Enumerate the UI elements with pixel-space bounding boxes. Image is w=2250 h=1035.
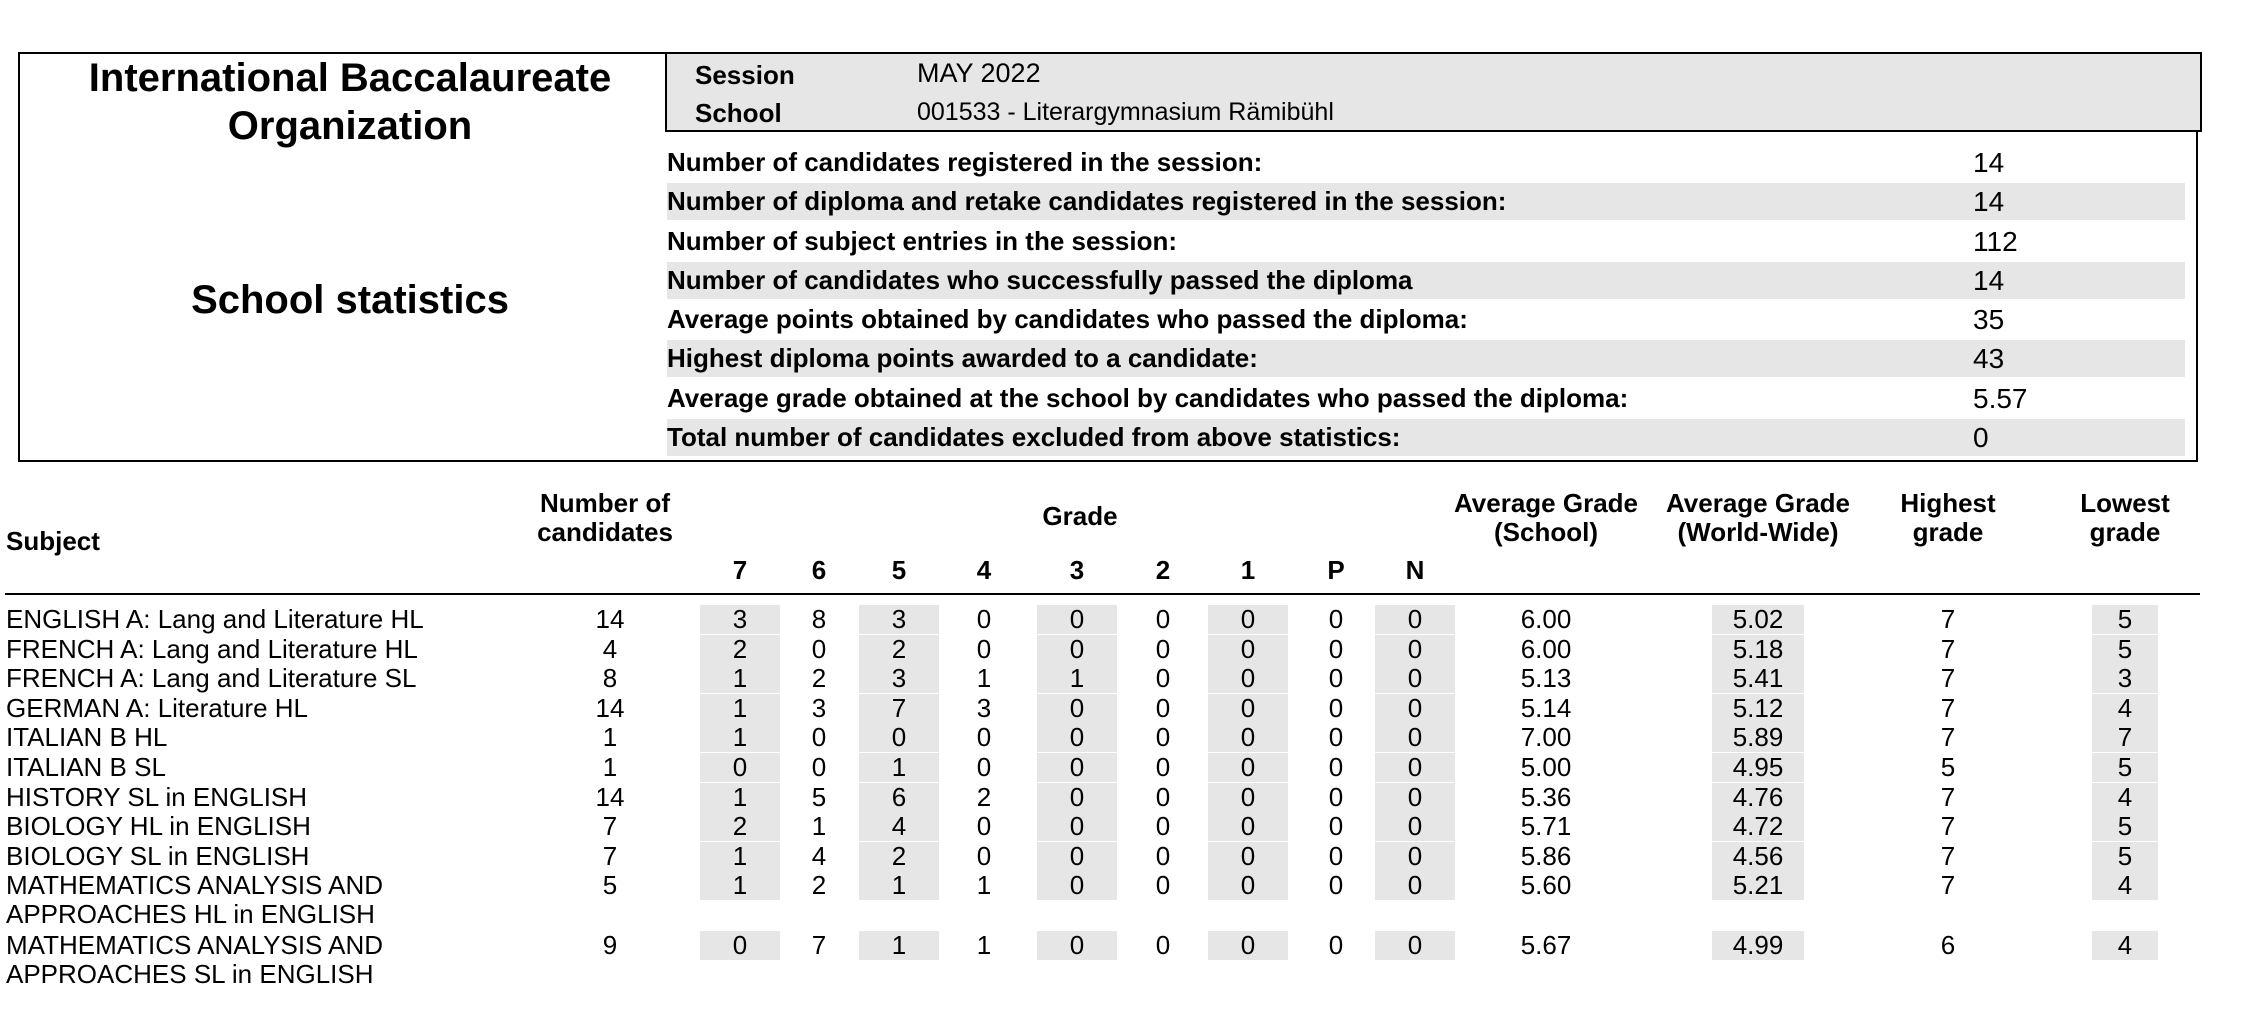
grade-count-2: 0: [1155, 692, 1171, 723]
grade-count-4: 1: [976, 929, 992, 960]
grade-count-n: 0: [1375, 723, 1455, 752]
subject-header: Subject: [6, 526, 100, 556]
table-row: [0, 605, 2250, 635]
grade-count-1: 0: [1208, 931, 1288, 960]
stat-label: Number of subject entries in the session:: [667, 225, 1177, 256]
grade-count-1: 0: [1208, 812, 1288, 841]
avg-grade-world: 5.41: [1712, 664, 1804, 693]
school-value: 001533 - Literargymnasium Rämibühl: [917, 98, 1334, 126]
table-row: [0, 664, 2250, 694]
avg-grade-world: 4.99: [1712, 931, 1804, 960]
avg-school-header-line1: Average Grade: [1453, 488, 1639, 518]
lowest-grade-header: [2045, 489, 2205, 547]
stat-label: Number of diploma and retake candidates registered in the session:: [667, 183, 1967, 220]
lowest-grade: 5: [2092, 842, 2158, 871]
stat-label: Average points obtained by candidates who passed the diploma:: [667, 304, 1468, 335]
grade-count-n: 0: [1375, 664, 1455, 693]
candidate-count: 8: [602, 663, 618, 694]
stat-label: Number of candidates who successfully passed the diploma: [667, 262, 1967, 299]
avg-world-header: [1658, 489, 1858, 547]
candidate-count: 7: [602, 811, 618, 842]
grade-count-5: 3: [859, 605, 939, 634]
subject-name: [6, 605, 424, 634]
grade-count-6: 3: [811, 692, 827, 723]
grade-count-7: 1: [700, 842, 780, 871]
grade-count-n: 0: [1375, 812, 1455, 841]
grade-count-6: 4: [811, 840, 827, 871]
grade-count-3: 0: [1037, 812, 1117, 841]
grade-count-6: 8: [811, 604, 827, 634]
grade-count-7: 2: [700, 635, 780, 664]
subject-name: [6, 664, 416, 693]
avg-grade-school: 5.67: [1520, 929, 1572, 960]
grade-count-n: 0: [1375, 783, 1455, 812]
grade-count-3: 0: [1037, 871, 1117, 900]
stat-label: Highest diploma points awarded to a candidate:: [667, 340, 1967, 377]
stat-label: Average grade obtained at the school by candidates who passed the diploma:: [667, 382, 1629, 413]
highest-grade: 5: [1940, 752, 1956, 782]
stat-value: 35: [1973, 304, 2005, 336]
session-label: Session: [695, 60, 795, 90]
avg-grade-world: 5.89: [1712, 723, 1804, 752]
candidate-count: 1: [602, 752, 618, 782]
lowest-grade: 4: [2092, 783, 2158, 812]
grade-count-5: 1: [859, 871, 939, 900]
grade-count-4: 0: [976, 811, 992, 842]
table-row: [0, 929, 2250, 989]
grade-header: Grade: [1042, 501, 1118, 531]
subject-name-line: APPROACHES SL in ENGLISH: [6, 958, 374, 989]
grade-count-p: 0: [1328, 722, 1344, 753]
grade-count-1: 0: [1208, 635, 1288, 664]
grade-column-header-2: 2: [1155, 555, 1171, 585]
grade-count-2: 0: [1155, 811, 1171, 842]
avg-grade-school: 5.71: [1520, 811, 1572, 842]
subject-name-line: FRENCH A: Lang and Literature HL: [6, 633, 418, 664]
avg-grade-world: 5.02: [1712, 605, 1804, 634]
table-row: [0, 870, 2250, 930]
subject-name-line: BIOLOGY SL in ENGLISH: [6, 840, 310, 871]
grade-count-2: 0: [1155, 840, 1171, 871]
stat-label: Total number of candidates excluded from above statistics:: [667, 419, 1967, 456]
subject-name: [6, 842, 309, 871]
subject-name-line: ITALIAN B HL: [6, 722, 168, 753]
table-row: [0, 842, 2250, 872]
grade-count-n: 0: [1375, 753, 1455, 782]
avg-grade-school: 5.86: [1520, 840, 1572, 871]
grade-count-5: 0: [859, 723, 939, 752]
stat-row: [665, 340, 2202, 379]
grade-count-6: 7: [811, 929, 827, 960]
grade-count-2: 0: [1155, 752, 1171, 782]
grade-count-p: 0: [1328, 929, 1344, 960]
avg-grade-world: 5.21: [1712, 871, 1804, 900]
grade-count-6: 0: [811, 752, 827, 782]
candidate-count: 1: [602, 722, 618, 753]
grade-count-1: 0: [1208, 664, 1288, 693]
school-statistics-panel: [18, 52, 2198, 462]
lowest-grade: 5: [2092, 753, 2158, 782]
session-value: MAY 2022: [917, 58, 1041, 88]
stat-value: 0: [1961, 419, 2185, 456]
grade-count-1: 0: [1208, 723, 1288, 752]
grade-count-p: 0: [1328, 870, 1344, 901]
stat-row: [665, 301, 2202, 340]
highest-header-line1: Highest: [1900, 488, 1996, 518]
stat-row: [665, 144, 2202, 183]
grade-column-header-p: P: [1327, 555, 1345, 585]
highest-grade: 7: [1940, 840, 1956, 871]
lowest-grade: 4: [2092, 694, 2158, 723]
grade-count-1: 0: [1208, 753, 1288, 782]
subject-name-line: GERMAN A: Literature HL: [6, 692, 308, 723]
lowest-grade: 5: [2092, 812, 2158, 841]
grade-count-p: 0: [1328, 633, 1344, 664]
grade-count-3: 0: [1037, 635, 1117, 664]
avg-school-header-line2: (School): [1494, 517, 1598, 547]
subject-name-line: HISTORY SL in ENGLISH: [6, 781, 308, 812]
highest-grade: 7: [1940, 870, 1956, 901]
lowest-grade: 4: [2092, 871, 2158, 900]
avg-world-header-line2: (World-Wide): [1677, 517, 1839, 547]
subject-name-line: FRENCH A: Lang and Literature SL: [6, 663, 417, 694]
lowest-header-line2: grade: [2089, 517, 2161, 547]
subject-name-line: APPROACHES HL in ENGLISH: [6, 899, 375, 930]
subject-name: [6, 723, 167, 752]
stat-value: 14: [1961, 183, 2185, 220]
grade-count-p: 0: [1328, 692, 1344, 723]
subject-name: [6, 635, 418, 664]
grade-count-5: 3: [859, 664, 939, 693]
avg-grade-world: 5.12: [1712, 694, 1804, 723]
avg-world-header-line1: Average Grade: [1665, 488, 1851, 518]
lowest-grade: 5: [2092, 605, 2158, 634]
grade-count-4: 0: [976, 604, 992, 634]
grade-column-header-5: 5: [891, 555, 907, 585]
grade-count-1: 0: [1208, 694, 1288, 723]
highest-grade: 7: [1940, 722, 1956, 753]
grade-count-2: 0: [1155, 604, 1171, 634]
grade-count-3: 0: [1037, 723, 1117, 752]
grade-count-5: 7: [859, 694, 939, 723]
avg-grade-world: 4.95: [1712, 753, 1804, 782]
highest-grade: 7: [1940, 663, 1956, 694]
grade-count-6: 0: [811, 633, 827, 664]
grade-column-header-6: 6: [811, 555, 827, 585]
grade-count-4: 0: [976, 840, 992, 871]
header-divider: [5, 593, 2200, 595]
grade-count-n: 0: [1375, 871, 1455, 900]
grade-count-4: 0: [976, 722, 992, 753]
stat-label: Number of candidates registered in the session:: [667, 147, 1263, 177]
grade-count-2: 0: [1155, 870, 1171, 901]
avg-grade-world: 5.18: [1712, 635, 1804, 664]
subject-name-line: MATHEMATICS ANALYSIS AND: [6, 870, 384, 901]
grade-count-7: 1: [700, 664, 780, 693]
grade-count-n: 0: [1375, 931, 1455, 960]
stat-value: 112: [1973, 225, 2018, 257]
grade-count-7: 1: [700, 694, 780, 723]
grade-count-p: 0: [1328, 663, 1344, 694]
table-row: [0, 783, 2250, 813]
grade-count-n: 0: [1375, 842, 1455, 871]
highest-grade: 7: [1940, 811, 1956, 842]
subject-name-line: BIOLOGY HL in ENGLISH: [6, 811, 311, 842]
grade-count-5: 1: [859, 753, 939, 782]
lowest-grade: 3: [2092, 664, 2158, 693]
grade-count-p: 0: [1328, 840, 1344, 871]
highest-grade-header: [1868, 489, 2028, 547]
grade-count-n: 0: [1375, 605, 1455, 634]
grade-count-5: 1: [859, 931, 939, 960]
table-row: [0, 723, 2250, 753]
table-row: [0, 753, 2250, 783]
grade-count-4: 2: [976, 781, 992, 812]
avg-grade-school: 6.00: [1520, 633, 1572, 664]
grade-count-3: 0: [1037, 605, 1117, 634]
grade-count-6: 5: [811, 781, 827, 812]
grade-count-2: 0: [1155, 633, 1171, 664]
subject-name: [6, 871, 383, 929]
grade-count-n: 0: [1375, 694, 1455, 723]
candidate-count: 7: [602, 840, 618, 871]
grade-count-7: 1: [700, 783, 780, 812]
candidate-count: 5: [602, 870, 618, 901]
table-row: [0, 694, 2250, 724]
candidate-count: 14: [595, 692, 625, 723]
school-statistics-title: School statistics: [191, 278, 509, 322]
stat-value: 14: [1961, 262, 2185, 299]
avg-grade-world: 4.72: [1712, 812, 1804, 841]
grade-count-2: 0: [1155, 722, 1171, 753]
lowest-grade: 5: [2092, 635, 2158, 664]
lowest-header-line1: Lowest: [2080, 488, 2170, 518]
stat-row: [665, 262, 2202, 301]
candidate-count: 9: [602, 929, 618, 960]
grade-count-6: 2: [811, 870, 827, 901]
avg-grade-world: 4.56: [1712, 842, 1804, 871]
candidate-count: 4: [602, 633, 618, 664]
grade-column-header-4: 4: [976, 555, 992, 585]
stat-row: [665, 183, 2202, 222]
subject-name-line: ITALIAN B SL: [6, 752, 166, 782]
subject-name: [6, 783, 307, 812]
grade-count-3: 1: [1037, 664, 1117, 693]
organization-title: [40, 54, 660, 150]
grade-count-3: 0: [1037, 783, 1117, 812]
stat-value: 5.57: [1973, 382, 2028, 414]
grade-count-p: 0: [1328, 781, 1344, 812]
grade-count-p: 0: [1328, 752, 1344, 782]
highest-grade: 6: [1940, 929, 1956, 960]
subject-name-line: MATHEMATICS ANALYSIS AND: [6, 929, 384, 960]
grade-count-6: 0: [811, 722, 827, 753]
grade-column-header-7: 7: [732, 555, 748, 585]
grade-count-3: 0: [1037, 753, 1117, 782]
avg-grade-school: 5.13: [1520, 663, 1572, 694]
avg-grade-school: 5.00: [1520, 752, 1572, 782]
grade-count-5: 6: [859, 783, 939, 812]
avg-school-header: [1446, 489, 1646, 547]
avg-grade-school: 5.14: [1520, 692, 1572, 723]
num-candidates-header-line1: Number of: [540, 488, 670, 518]
stat-row: [665, 419, 2202, 458]
summary-stats-list: [665, 144, 2202, 458]
organization-name: International Baccalaureate Organization: [88, 56, 612, 148]
grade-count-4: 0: [976, 752, 992, 782]
grade-count-7: 2: [700, 812, 780, 841]
subject-name: [6, 812, 311, 841]
highest-grade: 7: [1940, 692, 1956, 723]
grade-count-2: 0: [1155, 663, 1171, 694]
school-label: School: [695, 98, 782, 128]
grade-count-n: 0: [1375, 635, 1455, 664]
grade-count-5: 4: [859, 812, 939, 841]
session-info-box: [665, 52, 2202, 132]
grade-count-1: 0: [1208, 871, 1288, 900]
grade-column-header-1: 1: [1240, 555, 1256, 585]
stat-value: 43: [1961, 340, 2185, 377]
grade-count-5: 2: [859, 635, 939, 664]
highest-grade: 7: [1940, 633, 1956, 664]
stat-row: [665, 380, 2202, 419]
subject-name: [6, 694, 308, 723]
candidate-count: 14: [595, 604, 625, 634]
subject-name-line: ENGLISH A: Lang and Literature HL: [6, 604, 424, 634]
candidate-count: 14: [595, 781, 625, 812]
subject-name: [6, 931, 383, 989]
grade-count-2: 0: [1155, 929, 1171, 960]
avg-grade-school: 7.00: [1520, 722, 1572, 753]
grade-count-7: 0: [700, 931, 780, 960]
grade-count-p: 0: [1328, 811, 1344, 842]
grade-count-2: 0: [1155, 781, 1171, 812]
grade-count-p: 0: [1328, 604, 1344, 634]
avg-grade-school: 5.60: [1520, 870, 1572, 901]
grade-count-7: 1: [700, 723, 780, 752]
stat-row: [665, 223, 2202, 262]
num-candidates-header: [510, 489, 700, 547]
table-row: [0, 812, 2250, 842]
avg-grade-school: 5.36: [1520, 781, 1572, 812]
highest-grade: 7: [1940, 781, 1956, 812]
lowest-grade: 7: [2092, 723, 2158, 752]
grade-column-header-3: 3: [1069, 555, 1085, 585]
stat-value: 14: [1973, 147, 2005, 178]
grade-count-1: 0: [1208, 605, 1288, 634]
avg-grade-world: 4.76: [1712, 783, 1804, 812]
subject-name: [6, 753, 166, 782]
grade-count-6: 2: [811, 663, 827, 694]
grade-count-7: 1: [700, 871, 780, 900]
grade-count-3: 0: [1037, 842, 1117, 871]
grade-count-3: 0: [1037, 694, 1117, 723]
grade-count-6: 1: [811, 811, 827, 842]
avg-grade-school: 6.00: [1520, 604, 1572, 634]
grade-count-4: 1: [976, 663, 992, 694]
highest-grade: 7: [1940, 604, 1956, 634]
grade-count-7: 3: [700, 605, 780, 634]
num-candidates-header-line2: candidates: [537, 517, 673, 547]
grade-count-3: 0: [1037, 931, 1117, 960]
grade-count-1: 0: [1208, 783, 1288, 812]
lowest-grade: 4: [2092, 931, 2158, 960]
grade-count-1: 0: [1208, 842, 1288, 871]
grade-count-7: 0: [700, 753, 780, 782]
grade-count-4: 0: [976, 633, 992, 664]
highest-header-line2: grade: [1912, 517, 1984, 547]
grade-count-4: 3: [976, 692, 992, 723]
grade-count-4: 1: [976, 870, 992, 901]
grade-column-header-n: N: [1405, 555, 1425, 585]
table-row: [0, 635, 2250, 665]
grade-count-5: 2: [859, 842, 939, 871]
